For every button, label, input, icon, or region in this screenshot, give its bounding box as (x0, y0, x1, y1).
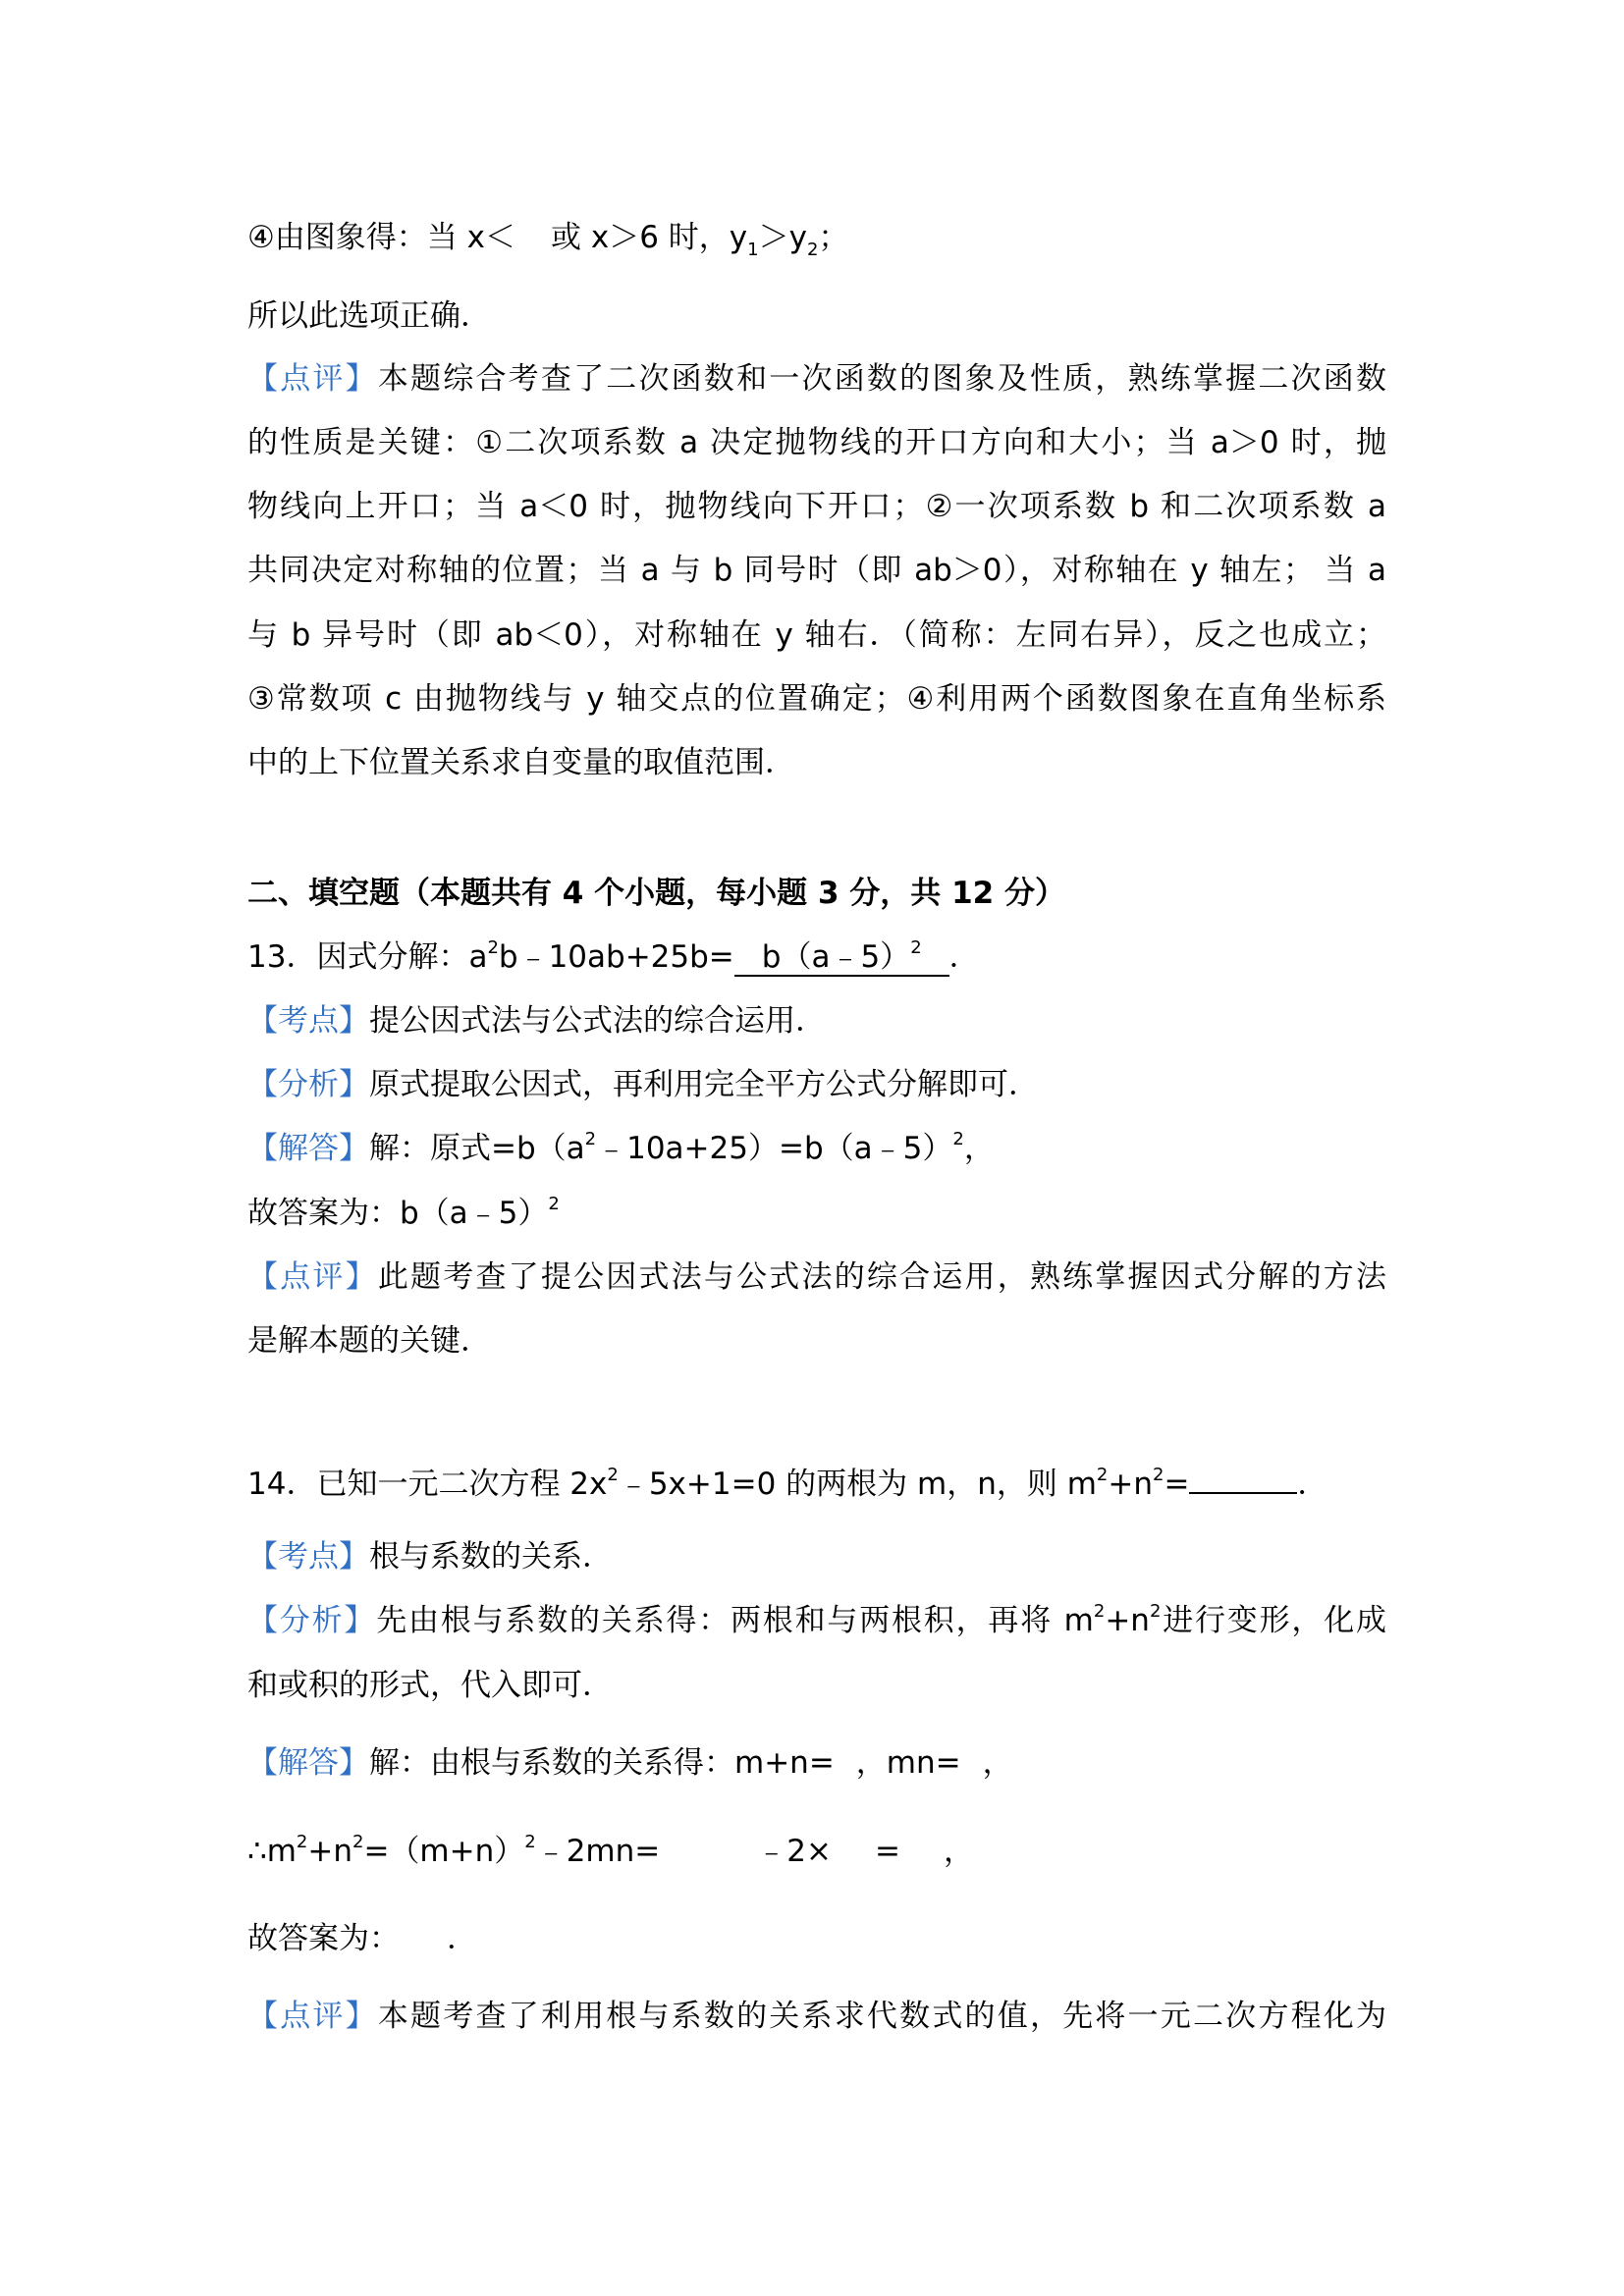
q13-answer-blank: b（a﹣5）$^2$ (734, 939, 949, 977)
q14-jieda: 【解答】解：由根与系数的关系得：m+n= ，mn= ， (247, 1745, 1013, 1781)
q14-kaodian: 【考点】根与系数的关系． (247, 1539, 613, 1575)
p12-review-line-6: ③常数项 c 由抛物线与 y 轴交点的位置确定；④利用两个函数图象在直角坐标系 (247, 681, 1386, 717)
p12-review-line-7: 中的上下位置关系求自变量的取值范围． (247, 745, 795, 780)
q13-review-line-1: 【点评】此题考查了提公因式法与公式法的综合运用，熟练掌握因式分解的方法 (247, 1259, 1387, 1295)
p12-line-1: ④由图象得：当 x＜ 或 x＞6 时，$y_1>y_2$； (247, 220, 849, 260)
q13-final: 故答案为：b（a﹣5）$^2$ (247, 1194, 560, 1231)
p12-conclusion: 所以此选项正确． (247, 298, 491, 334)
p12-review-line-5: 与 b 异号时（即 ab＜0），对称轴在 y 轴右．（简称：左同右异），反之也成立； (247, 617, 1386, 653)
q13-stem: 13．因式分解：$a^2b﹣10ab+25b=$ b（a﹣5）$^2$ ． (247, 937, 980, 975)
p12-review-line-3: 物线向上开口；当 a＜0 时，抛物线向下开口；②一次项系数 b 和二次项系数 a (247, 489, 1386, 524)
q14-fenxi-line-1: 【分析】先由根与系数的关系得：两根和与两根积，再将 $m^2+n^2$进行变形，化成 (247, 1601, 1386, 1638)
q14-stem: 14．已知一元二次方程 $2x^2﹣5x+1=0$ 的两根为 m，n，则 $m^2+n^2=$ ． (247, 1465, 1328, 1502)
q14-final: 故答案为： ． (247, 1921, 477, 1956)
q13-kaodian: 【考点】提公因式法与公式法的综合运用． (247, 1003, 826, 1039)
q14-calc: $\therefore m^2+n^2=(m+n)^2﹣2mn=$ ﹣2× = ， (247, 1832, 974, 1869)
q13-fenxi: 【分析】原式提取公因式，再利用完全平方公式分解即可． (247, 1067, 1039, 1102)
review-tag: 【点评】 (247, 361, 378, 397)
q14-answer-blank (1189, 1463, 1297, 1494)
q14-review-line-1: 【点评】本题考查了利用根与系数的关系求代数式的值，先将一元二次方程化为 (247, 1999, 1387, 2034)
p12-review-line-1: 【点评】本题综合考查了二次函数和一次函数的图象及性质，熟练掌握二次函数 (247, 361, 1387, 397)
q13-jieda: 【解答】解：原式$=b(a^2﹣10a+25)=b(a﹣5)^2$， (247, 1129, 995, 1166)
p12-review-line-4: 共同决定对称轴的位置；当 a 与 b 同号时（即 ab＞0），对称轴在 y 轴左； 当 a (247, 553, 1386, 588)
section-heading: 二、填空题（本题共有 4 个小题，每小题 3 分，共 12 分） (247, 876, 1066, 911)
q14-fenxi-line-2: 和或积的形式，代入即可． (247, 1668, 613, 1703)
p12-review-line-2: 的性质是关键：①二次项系数 a 决定抛物线的开口方向和大小；当 a＞0 时，抛 (247, 425, 1386, 460)
q13-review-line-2: 是解本题的关键． (247, 1323, 491, 1359)
